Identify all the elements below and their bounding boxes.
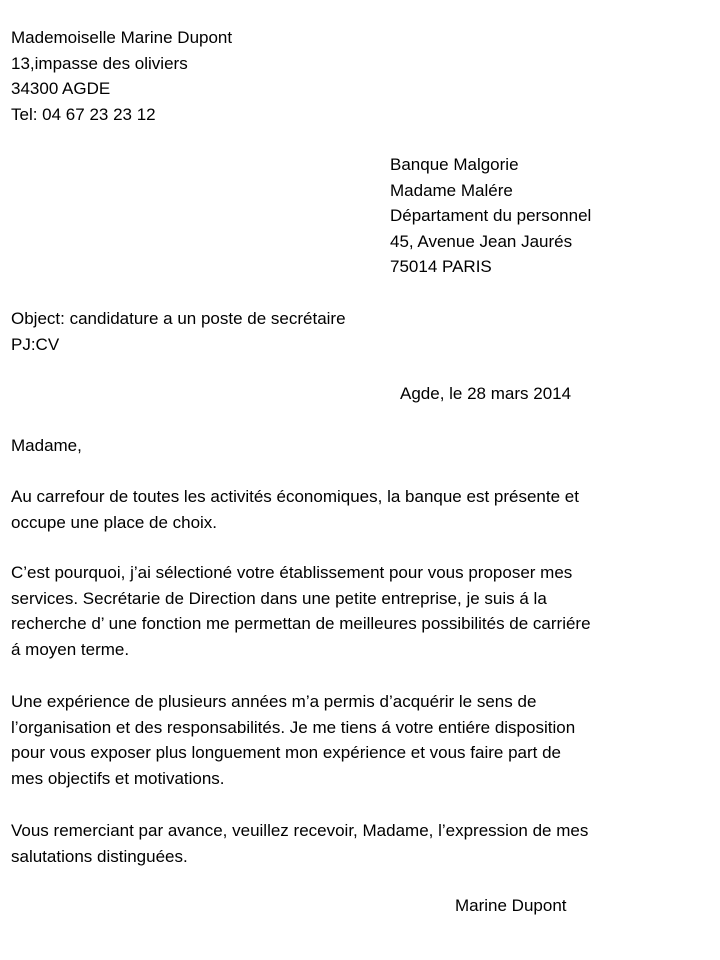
paragraph-line: Une expérience de plusieurs années m’a permis d’acquérir le sens de xyxy=(11,692,537,711)
paragraph-line: recherche d’ une fonction me permettan de meilleures possibilités de carriére xyxy=(11,614,591,634)
attachment-line: PJ:CV xyxy=(11,334,60,354)
sender-street: 13,impasse des oliviers xyxy=(11,53,188,73)
recipient-city: 75014 PARIS xyxy=(390,257,492,277)
paragraph-line: services. Secrétarie de Direction dans une petite entreprise, je suis á la xyxy=(11,588,547,608)
paragraph-3 xyxy=(11,689,575,791)
paragraph-line: C’est pourquoi, j’ai sélectioné votre établissement pour vous proposer mes xyxy=(11,563,573,582)
paragraph-line: Vous remerciant par avance, veuillez recevoir, Madame, l’expression de mes xyxy=(11,821,589,840)
paragraph-line: l’organisation et des responsabilités. Je me tiens á votre entiére disposition xyxy=(11,717,576,737)
recipient-street: 45, Avenue Jean Jaurés xyxy=(390,231,573,251)
paragraph-line: occupe une place de choix. xyxy=(11,512,218,532)
subject-line: Object: candidature a un poste de secrétaire xyxy=(11,309,346,328)
paragraph-line: Au carrefour de toutes les activités économiques, la banque est présente et xyxy=(11,487,579,506)
paragraph-line: salutations distinguées. xyxy=(11,846,188,866)
paragraph-4 xyxy=(11,818,588,869)
subject-block xyxy=(11,306,346,357)
paragraph-1 xyxy=(11,484,579,535)
recipient-contact: Madame Malére xyxy=(390,180,513,200)
letter-date: Agde, le 28 mars 2014 xyxy=(400,384,572,403)
signature: Marine Dupont xyxy=(455,896,567,915)
paragraph-line: á moyen terme. xyxy=(11,639,130,659)
sender-phone: Tel: 04 67 23 23 12 xyxy=(11,104,156,124)
sender-name: Mademoiselle Marine Dupont xyxy=(11,28,233,47)
salutation: Madame, xyxy=(11,436,82,455)
paragraph-line: pour vous exposer plus longuement mon expérience et vous faire part de xyxy=(11,743,561,763)
sender-city: 34300 AGDE xyxy=(11,79,111,99)
paragraph-line: mes objectifs et motivations. xyxy=(11,768,225,788)
recipient-address xyxy=(390,152,591,280)
recipient-company: Banque Malgorie xyxy=(390,155,519,174)
paragraph-2 xyxy=(11,560,591,662)
sender-address xyxy=(11,25,232,127)
recipient-department: Départament du personnel xyxy=(390,206,592,226)
